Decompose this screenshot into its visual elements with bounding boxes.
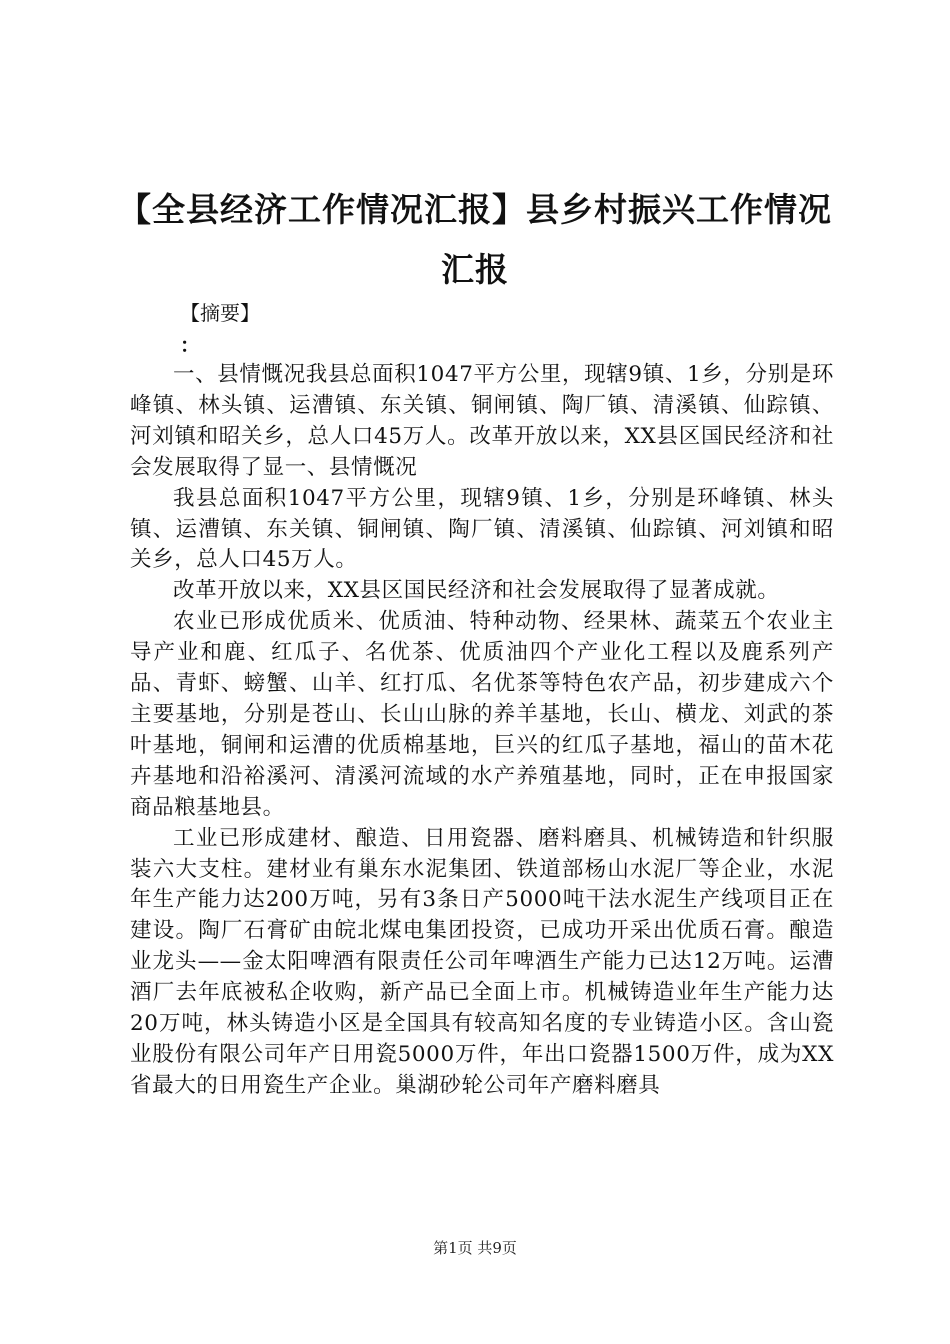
paragraph: 改革开放以来，XX县区国民经济和社会发展取得了显著成就。 [173, 578, 780, 604]
paragraph: 农业已形成优质米、优质油、特种动物、经果林、蔬菜五个农业主导产业和鹿、红瓜子、名优茶、优质油四个产业化工程以及鹿系列产品、青虾、螃蟹、山羊、红打瓜、名优茶等特色农产品，初步建成六个主要基地，分别是苍山、长山山脉的养羊基地，长山、横龙、刘武的茶叶基地，铜闸和运漕的优质棉基地，巨兴的红瓜子基地，福山的苗木花卉基地和沿裕溪河、清溪河流域的水产养殖基地，同时，正在申报国家商品粮基地县。 [130, 609, 834, 820]
abstract-colon: ： [180, 333, 200, 357]
document-title: 【全县经济工作情况汇报】县乡村振兴工作情况汇报 [118, 190, 832, 289]
page-footer: 第1页 共9页 [433, 1239, 517, 1257]
paragraph: 一、县情慨况我县总面积1047平方公里，现辖9镇、1乡，分别是环峰镇、林头镇、运漕镇、东关镇、铜闸镇、陶厂镇、清溪镇、仙踪镇、河刘镇和昭关乡，总人口45万人。改革开放以来，XX县区国民经济和社会发展取得了显一、县情慨况 [130, 362, 834, 480]
abstract-label: 【摘要】 [180, 301, 260, 325]
document-body [130, 360, 834, 1102]
paragraph: 我县总面积1047平方公里，现辖9镇、1乡，分别是环峰镇、林头镇、运漕镇、东关镇、铜闸镇、陶厂镇、清溪镇、仙踪镇、河刘镇和昭关乡，总人口45万人。 [130, 485, 834, 573]
paragraph: 工业已形成建材、酿造、日用瓷器、磨料磨具、机械铸造和针织服装六大支柱。建材业有巢东水泥集团、铁道部杨山水泥厂等企业，水泥年生产能力达200万吨，另有3条日产5000吨干法水泥生产线项目正在建设。陶厂石膏矿由皖北煤电集团投资，已成功开采出优质石膏。酿造业龙头——金太阳啤酒有限责任公司年啤酒生产能力已达12万吨。运漕酒厂去年底被私企收购，新产品已全面上市。机械铸造业年生产能力达20万吨，林头铸造小区是全国具有较高知名度的专业铸造小区。含山瓷业股份有限公司年产日用瓷5000万件，年出口瓷器1500万件，成为XX省最大的日用瓷生产企业。巢湖砂轮公司年产磨料磨具 [130, 825, 834, 1098]
